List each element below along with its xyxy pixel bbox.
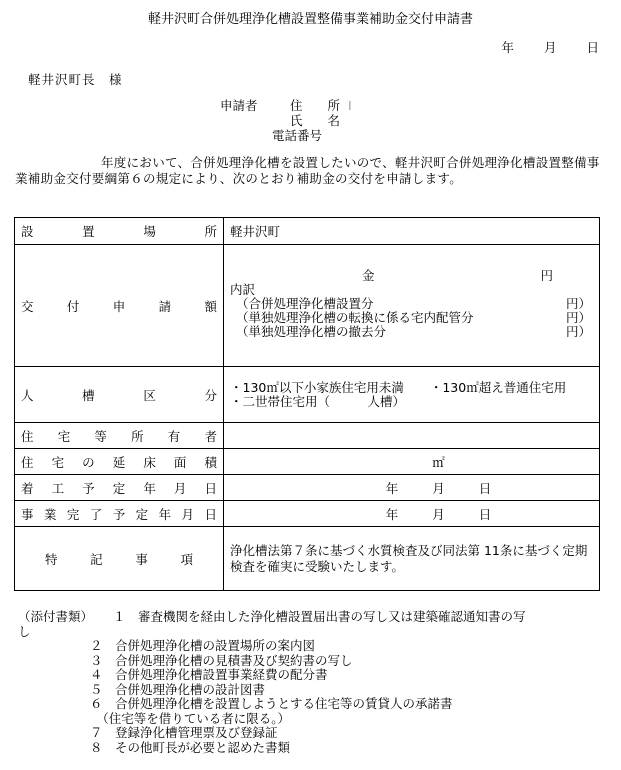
intro-paragraph: 年度において、合併処理浄化槽を設置したいので、軽井沢町合併処理浄化槽設置整備事業補助金交付要綱第６の規定により、次のとおり補助金の交付を申請します。 [15, 155, 600, 186]
attachment-item: ７ 登録浄化槽管理票及び登録証 [90, 725, 278, 740]
row-owner [15, 423, 600, 449]
attachment-item: ３ 合併処理浄化槽の見積書及び契約書の写し [90, 652, 353, 668]
applicant-block [220, 98, 352, 143]
attachment-item: ４ 合併処理浄化槽設置事業経費の配分書 [90, 667, 328, 682]
breakdown-row: （単独処理浄化槽の撤去分 円） [236, 323, 591, 339]
text-cursor-icon: I [348, 98, 352, 113]
amount-yen: 円 [540, 267, 554, 283]
attachment-item: ５ 合併処理浄化槽の設計図書 [90, 681, 266, 697]
row-floor-area [15, 449, 600, 475]
amount-cell [224, 245, 600, 367]
capacity-option-two-household: ・二世帯住宅用（ 人槽） [230, 393, 406, 409]
application-table [14, 217, 600, 591]
end-date-value: 年 月 日 [224, 501, 600, 527]
capacity-label: 人 槽 区 分 [15, 367, 224, 423]
capacity-option-small: ・130㎡以下小家族住宅用未満 [230, 379, 404, 395]
attachment-item: ８ その他町長が必要と認めた書類 [90, 739, 291, 755]
notes-value: 浄化槽法第７条に基づく水質検査及び同法第 11条に基づく定期検査を確実に受験いたします。 [224, 527, 600, 591]
capacity-option-standard: ・130㎡超え普通住宅用 [429, 379, 567, 395]
floor-area-label: 住 宅 の 延 床 面 積 [15, 449, 224, 475]
floor-area-unit: ㎡ [224, 449, 600, 475]
applicant-label: 申請者 [220, 98, 258, 113]
owner-value [224, 423, 600, 449]
location-value: 軽井沢町 [224, 218, 600, 245]
application-date: 年 月 日 [501, 40, 599, 55]
attachment-item: ６ 合併処理浄化槽を設置しようとする住宅等の賃貸人の承諾書 [90, 696, 453, 711]
attachments-heading: （添付書類） [18, 609, 94, 624]
applicant-name-label: 氏 名 [290, 113, 341, 128]
attachment-item: １ 審査機関を経由した浄化槽設置届出書の写し又は建築確認通知書の写 [113, 609, 526, 624]
row-amount [15, 245, 600, 367]
attachment-item-wrap: し [18, 623, 31, 639]
attachment-item: ２ 合併処理浄化槽の設置場所の案内図 [90, 638, 316, 653]
row-end-date [15, 501, 600, 527]
notes-label: 特 記 事 項 [15, 527, 224, 591]
applicant-phone-label: 電話番号 [272, 128, 323, 143]
start-date-value: 年 月 日 [224, 475, 600, 501]
attachments-block [18, 610, 608, 755]
attachment-item-note: （住宅等を借りている者に限る。） [90, 710, 291, 726]
document-title: 軽井沢町合併処理浄化槽設置整備事業補助金交付申請書 [147, 12, 473, 27]
applicant-address-label: 住 所 [290, 98, 341, 113]
addressee: 軽井沢町長 様 [28, 72, 123, 87]
breakdown-row: （合併処理浄化槽設置分 円） [236, 295, 591, 311]
breakdown-row: （単独処理浄化槽の転換に係る宅内配管分 円） [236, 309, 591, 325]
amount-label: 交 付 申 請 額 [15, 245, 224, 367]
capacity-cell [224, 367, 600, 423]
start-date-label: 着工予定年月日 [15, 475, 224, 501]
row-notes [15, 527, 600, 591]
breakdown-title: 内訳 [230, 281, 256, 297]
end-date-label: 事業完了予定年月日 [15, 501, 224, 527]
row-location [15, 218, 600, 245]
row-capacity [15, 367, 600, 423]
amount-kin: 金 [362, 267, 375, 283]
owner-label: 住 宅 等 所 有 者 [15, 423, 224, 449]
row-start-date [15, 475, 600, 501]
location-label: 設 置 場 所 [15, 218, 224, 245]
